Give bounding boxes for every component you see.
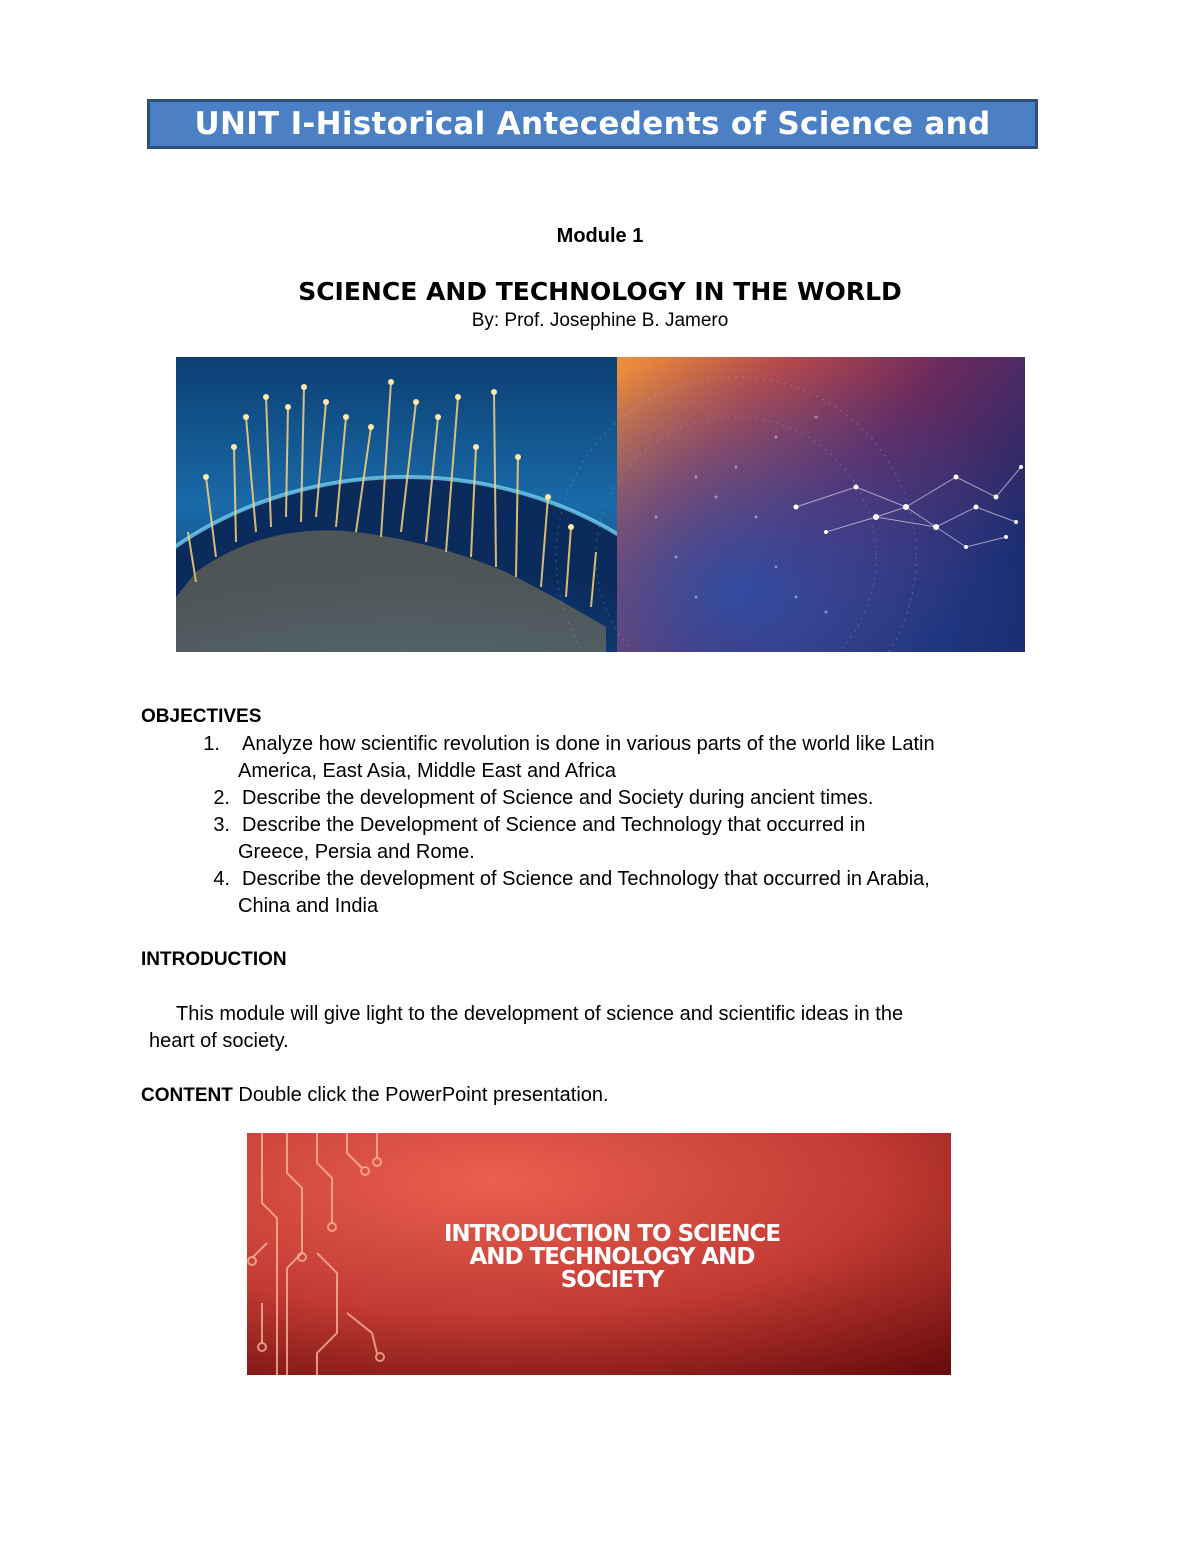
slide-title-line-3: SOCIETY	[560, 1267, 664, 1293]
objective-text-continued: Greece, Persia and Rome.	[238, 841, 475, 863]
objective-text: Describe the development of Science and Society during ancient times.	[242, 787, 874, 809]
introduction-heading: INTRODUCTION	[141, 949, 287, 970]
powerpoint-slide-thumbnail[interactable]	[247, 1133, 951, 1375]
slide-title-line-2: AND TECHNOLOGY AND	[469, 1244, 755, 1270]
objective-number: 2.	[213, 787, 230, 809]
objective-text: Analyze how scientific revolution is done in various parts of the world like Latin	[242, 733, 935, 755]
objectives-heading: OBJECTIVES	[141, 706, 262, 727]
objective-text: Describe the Development of Science and Technology that occurred in	[242, 814, 866, 836]
unit-banner	[147, 99, 1038, 149]
document-title: SCIENCE AND TECHNOLOGY IN THE WORLD	[298, 277, 902, 306]
content-line	[141, 1082, 609, 1109]
objective-item-4	[140, 866, 1140, 920]
objective-item-1	[140, 731, 1140, 785]
content-heading: CONTENT	[141, 1085, 233, 1106]
objectives-list	[140, 731, 1140, 920]
hero-image	[176, 357, 1025, 652]
objective-item-3	[140, 812, 1140, 866]
objective-text-continued: China and India	[238, 895, 379, 917]
slide-title-line-1: INTRODUCTION TO SCIENCE	[443, 1221, 781, 1247]
module-label: Module 1	[556, 225, 644, 247]
objective-number: 4.	[213, 868, 230, 890]
digital-network-globe-image	[556, 357, 1025, 652]
objective-text: Describe the development of Science and Technology that occurred in Arabia,	[242, 868, 930, 890]
objective-text-continued: America, East Asia, Middle East and Africa	[238, 760, 616, 782]
unit-title: UNIT I-Historical Antecedents of Science and	[194, 106, 991, 142]
introduction-paragraph-line-2: heart of society.	[149, 1030, 289, 1052]
objective-item-2	[140, 785, 1140, 812]
objective-number: 3.	[213, 814, 230, 836]
objective-number: 1.	[203, 733, 220, 755]
content-instruction: Double click the PowerPoint presentation.	[238, 1084, 609, 1106]
introduction-paragraph-line-1: This module will give light to the development of science and scientific ideas in the	[176, 1003, 904, 1025]
document-author: By: Prof. Josephine B. Jamero	[471, 310, 729, 331]
